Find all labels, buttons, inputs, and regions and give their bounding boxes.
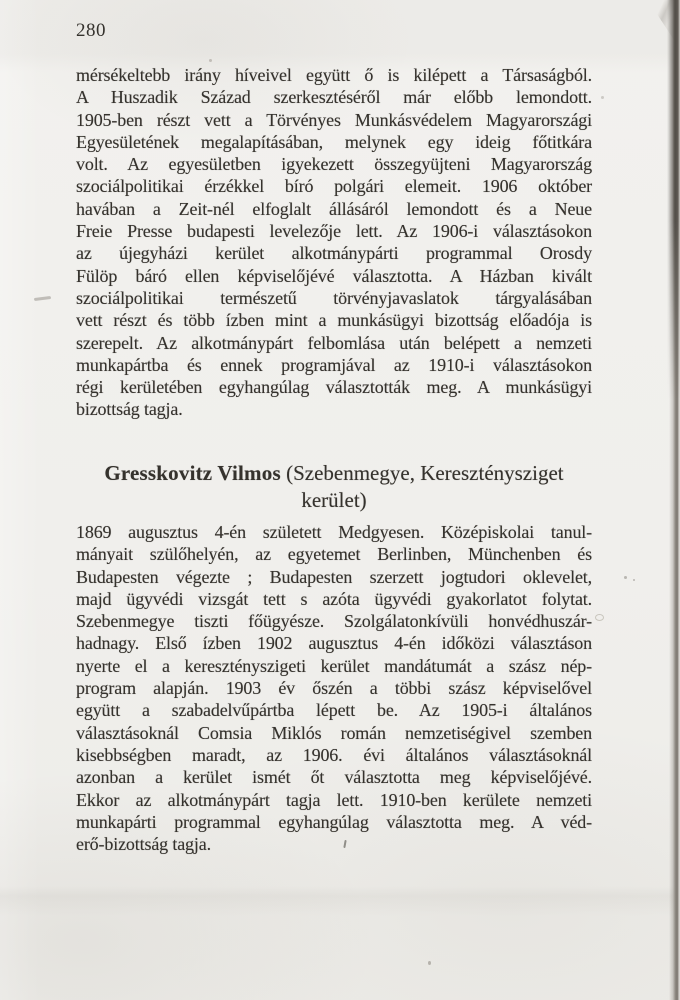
text-line: A Huszadik Század szerkesztéséről már előbb lemondott. [76,87,592,108]
text-line: Fülöp báró ellen képviselőjévé választotta. A Házban kivált [76,265,592,286]
text-line: Ekkor az alkotmánypárt tagja lett. 1910-ben kerülete nemzeti [76,789,592,810]
paragraph-biography-continuation [76,64,592,421]
paragraph-biography-gresskovitz [76,521,592,855]
entry-heading-line1 [76,460,592,487]
text-line: választásoknál Comsia Miklós román nemzetiségivel szemben [76,722,592,743]
text-line: Freie Presse budapesti levelezője lett. Az 1906-i választásokon [76,221,592,242]
entry-constituency: (Szebenmegye, Kereszténysziget [280,461,564,485]
text-line: Egyesületének megalapításában, melynek egy ideig főtitkára [76,131,592,152]
text-line: majd ügyvédi vizsgát tett s azóta ügyvédi gyakorlatot folytat. [76,588,592,609]
text-line: 1869 augusztus 4-én született Medgyesen. Középiskolai tanul- [76,522,592,542]
text-line: régi kerületében egyhangúlag választották meg. A munkásügyi [76,377,592,398]
text-line: mérsékeltebb irány híveivel együtt ő is kilépett a Társaságból. [76,65,592,85]
text-line: volt. Az egyesületben igyekezett összegyüjteni Magyarország [76,154,592,175]
text-line: kisebbségben maradt, az 1906. évi általános választásoknál [76,744,592,765]
text-line: szerepelt. Az alkotmánypárt felbomlása után belépett a nemzeti [76,332,592,353]
text-line: havában a Zeit-nél elfoglalt állásáról lemondott és a Neue [76,198,592,219]
text-line: program alapján. 1903 év őszén a többi szász képviselővel [76,678,592,699]
text-line: 1905-ben részt vett a Törvényes Munkásvédelem Magyarországi [76,109,592,130]
text-line: az újegyházi kerület alkotmánypárti programmal Orosdy [76,243,592,264]
scan-smudge-artifact [34,296,51,301]
text-line: vett részt és több ízben mint a munkásügyi bizottság előadója is [76,310,592,331]
text-line: hadnagy. Első ízben 1902 augusztus 4-én időközi választáson [76,633,592,654]
text-line: munkapárti programmal egyhangúlag választotta meg. A véd- [76,811,592,832]
page-edge-dark-top [667,0,680,400]
text-line: Budapesten végezte ; Budapesten szerzett jogtudori oklevelet, [76,566,592,587]
scan-speck [633,579,635,581]
text-line: erő-bizottság tagja. [76,834,211,855]
text-line: azonban a kerület ismét őt választotta meg képviselőjévé. [76,767,592,788]
text-line: szociálpolitikai érzékkel bíró polgári elemeit. 1906 október [76,176,592,197]
entry-heading-line2: kerület) [301,488,367,512]
text-line: szociálpolitikai természetű törvényjavaslatok tárgyalásában [76,287,592,308]
entry-person-name: Gresskovitz Vilmos [104,461,281,485]
scan-speck [428,961,431,965]
scan-speck [601,96,604,99]
text-line: nyerte el a keresztényszigeti kerület mandátumát a szász nép- [76,655,592,676]
text-line: együtt a szabadelvűpártba lépett be. Az 1905-i általános [76,700,592,721]
text-line: bizottság tagja. [76,399,183,420]
text-line: mányait szülőhelyén, az egyetemet Berlinben, Münchenben és [76,544,592,565]
text-line: Szebenmegye tiszti főügyésze. Szolgálatonkívüli honvédhuszár- [76,611,592,632]
page-number: 280 [76,20,106,41]
scan-speck [624,576,627,579]
scan-ring-artifact [595,614,604,621]
scan-speck [209,59,212,62]
entry-heading [76,460,592,514]
text-line: munkapártba és ennek programjával az 1910-i választásokon [76,354,592,375]
